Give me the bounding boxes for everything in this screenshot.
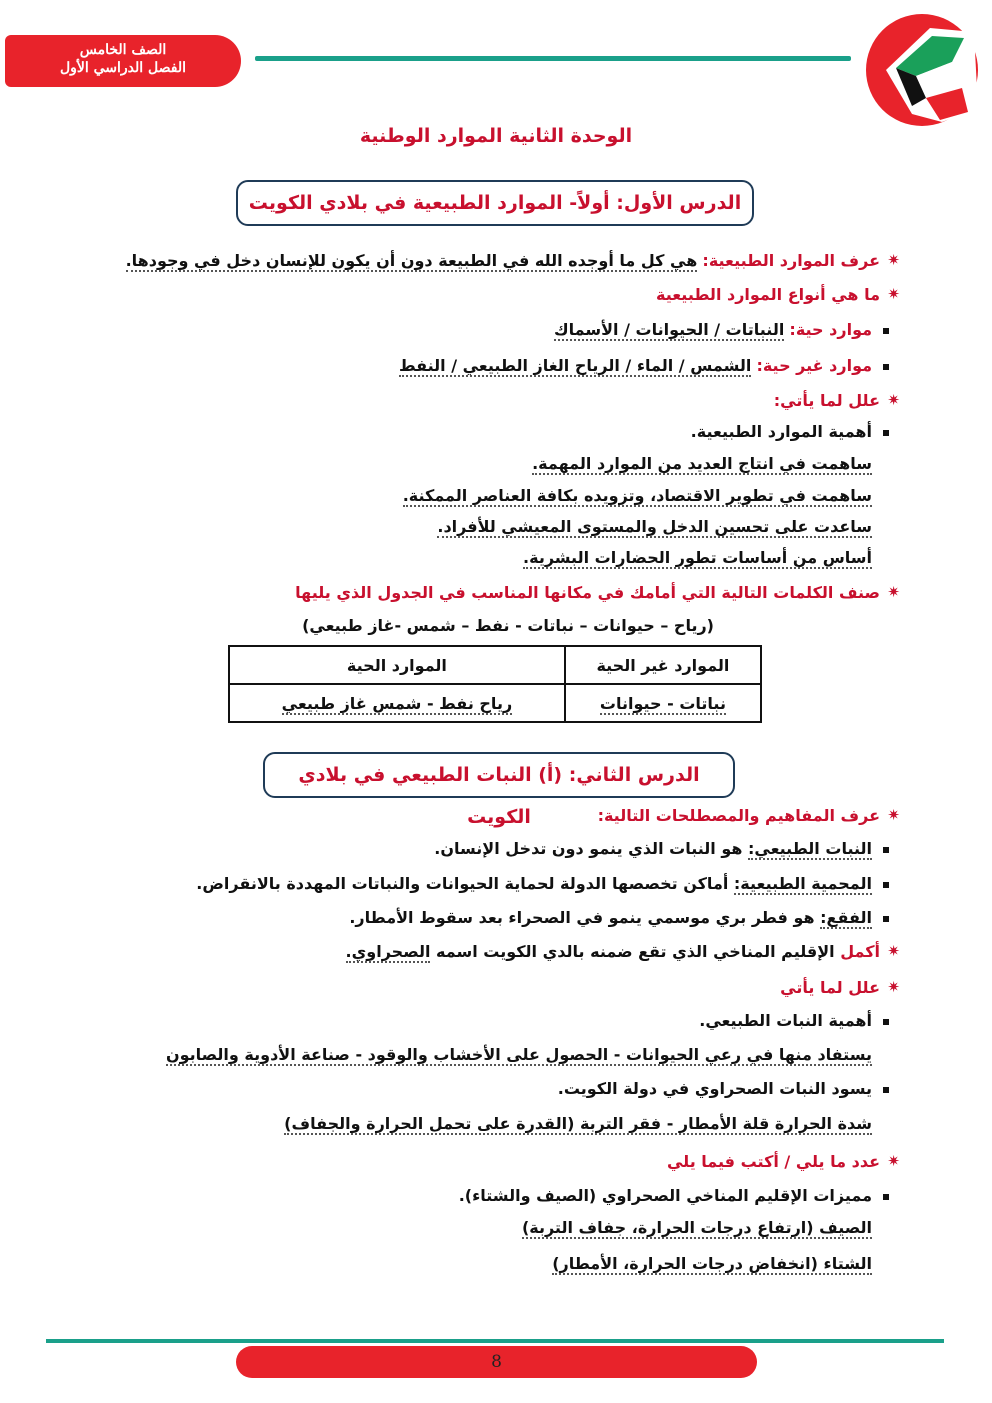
lesson1-title: الدرس الأول: أولاً- الموارد الطبيعية في بلادي الكويت bbox=[248, 192, 742, 214]
bullet-star-icon: ✷ bbox=[887, 978, 900, 996]
bullet-square-icon bbox=[883, 847, 889, 853]
l2-def-1: النبات الطبيعي: هو النبات الذي ينمو دون تدخل الإنسان. bbox=[434, 839, 872, 858]
page-number-pill bbox=[236, 1346, 757, 1378]
l2-q2-label: أكمل bbox=[840, 942, 880, 961]
table-header-living: الموارد الحية bbox=[229, 646, 565, 684]
l1-q3-answer-2: ساهمت في تطوير الاقتصاد، وتزويده بكافة العناصر الممكنة. bbox=[402, 486, 872, 505]
l2-q3-item2: يسود النبات الصحراوي في دولة الكويت. bbox=[557, 1079, 872, 1098]
l2-q4-answer-1: الصيف (ارتفاع درجات الحرارة، جفاف التربة) bbox=[521, 1218, 872, 1237]
l2-q3: علل لما يأتي bbox=[780, 978, 880, 997]
table-header-nonliving: الموارد غير الحية bbox=[565, 646, 761, 684]
page-number: 8 bbox=[491, 1352, 502, 1372]
l2-q4-item: مميزات الإقليم المناخي الصحراوي (الصيف والشتاء). bbox=[458, 1186, 872, 1205]
bullet-square-icon bbox=[883, 328, 889, 334]
l2-q2-answer: الصحراوي. bbox=[345, 942, 431, 961]
l2-def-2: المحمية الطبيعية: أماكن تخصصها الدولة لحماية الحيوانات والنباتات المهددة بالانقراض. bbox=[196, 874, 872, 893]
nonliving-answer: الشمس / الماء / الرياح الغاز الطبيعي / النفط bbox=[398, 356, 752, 375]
l1-q2: ما هي أنواع الموارد الطبيعية bbox=[656, 285, 880, 304]
bullet-square-icon bbox=[883, 1087, 889, 1093]
footer-rule bbox=[46, 1339, 944, 1343]
lesson2-title: الدرس الثاني: (أ) النبات الطبيعي في بلادي الكويت bbox=[298, 764, 700, 828]
l1-q1-answer: هي كل ما أوجده الله في الطبيعة دون أن يكون للإنسان دخل في وجودها. bbox=[125, 251, 698, 270]
bullet-star-icon: ✷ bbox=[887, 251, 900, 269]
l2-q3-answer1: يستفاد منها في رعي الحيوانات - الحصول على الأخشاب والوقود - صناعة الأدوية والصابون bbox=[165, 1045, 872, 1064]
l1-q3-answer-3: ساعدت على تحسين الدخل والمستوى المعيشي للأفراد. bbox=[437, 517, 872, 536]
l1-q1-line bbox=[126, 249, 880, 273]
bullet-square-icon bbox=[883, 882, 889, 888]
l1-q3-answer-4: أساس من أساسات تطور الحضارات البشرية. bbox=[523, 548, 872, 567]
bullet-star-icon: ✷ bbox=[887, 1152, 900, 1170]
l1-living-line bbox=[554, 318, 872, 342]
classification-table bbox=[228, 645, 762, 723]
bullet-square-icon bbox=[883, 430, 889, 436]
l1-q1-label: عرف الموارد الطبيعية: bbox=[702, 251, 880, 270]
l1-q3-answer-1: ساهمت في انتاج العديد من الموارد المهمة. bbox=[532, 454, 872, 473]
l1-q4: صنف الكلمات التالية التي أمامك في مكانها المناسب في الجدول الذي يليها bbox=[295, 583, 880, 602]
grade-label: الصف الخامس bbox=[79, 42, 167, 58]
l2-def-3: الفقع: هو فطر بري موسمي ينمو في الصحراء بعد سقوط الأمطار. bbox=[349, 908, 872, 927]
table-row bbox=[229, 684, 761, 722]
bullet-star-icon: ✷ bbox=[887, 806, 900, 824]
l2-q2-line bbox=[346, 940, 880, 964]
living-answer: النباتات / الحيوانات / الأسماك bbox=[554, 320, 785, 339]
l2-q3-answer2: شدة الحرارة قلة الأمطار - فقر التربة (القدرة على تحمل الحرارة والجفاف) bbox=[284, 1114, 872, 1133]
l1-q4-words: (رياح – حيوانات – نباتات - نفط – شمس -غاز طبيعي) bbox=[302, 616, 714, 635]
table-cell-living: رياح نفط - شمس غاز طبيعي bbox=[229, 684, 565, 722]
bullet-square-icon bbox=[883, 1194, 889, 1200]
table-header-row bbox=[229, 646, 761, 684]
l1-q3-item: أهمية الموارد الطبيعية. bbox=[690, 422, 872, 441]
bullet-square-icon bbox=[883, 916, 889, 922]
bullet-square-icon bbox=[883, 364, 889, 370]
unit-title: الوحدة الثانية الموارد الوطنية bbox=[359, 125, 633, 147]
table-cell-nonliving: نباتات - حيوانات bbox=[565, 684, 761, 722]
bullet-star-icon: ✷ bbox=[887, 391, 900, 409]
nonliving-label: موارد غير حية: bbox=[756, 356, 872, 375]
l2-q4: عدد ما يلي / أكتب فيما يلي bbox=[666, 1152, 880, 1171]
bullet-star-icon: ✷ bbox=[887, 285, 900, 303]
l2-q3-item1: أهمية النبات الطبيعي. bbox=[699, 1011, 872, 1030]
term-label: الفصل الدراسي الأول bbox=[59, 60, 187, 76]
lesson2-title-box bbox=[263, 752, 735, 828]
header-rule bbox=[255, 56, 851, 61]
l2-q2-text: الإقليم المناخي الذي تقع ضمنه بالدي الكويت اسمه bbox=[436, 942, 835, 961]
bullet-star-icon: ✷ bbox=[887, 942, 900, 960]
bullet-square-icon bbox=[883, 1019, 889, 1025]
bullet-star-icon: ✷ bbox=[887, 583, 900, 601]
l2-q1: عرف المفاهيم والمصطلحات التالية: bbox=[597, 806, 880, 825]
kuwait-map-logo-icon bbox=[852, 10, 980, 128]
l1-q3: علل لما يأتي: bbox=[773, 391, 880, 410]
living-label: موارد حية: bbox=[789, 320, 872, 339]
l1-nonliving-line bbox=[399, 354, 872, 378]
l2-q4-answer-2: الشتاء (انخفاض درجات الحرارة، الأمطار) bbox=[552, 1254, 872, 1273]
grade-badge bbox=[5, 35, 241, 87]
lesson1-title-box bbox=[236, 180, 754, 226]
